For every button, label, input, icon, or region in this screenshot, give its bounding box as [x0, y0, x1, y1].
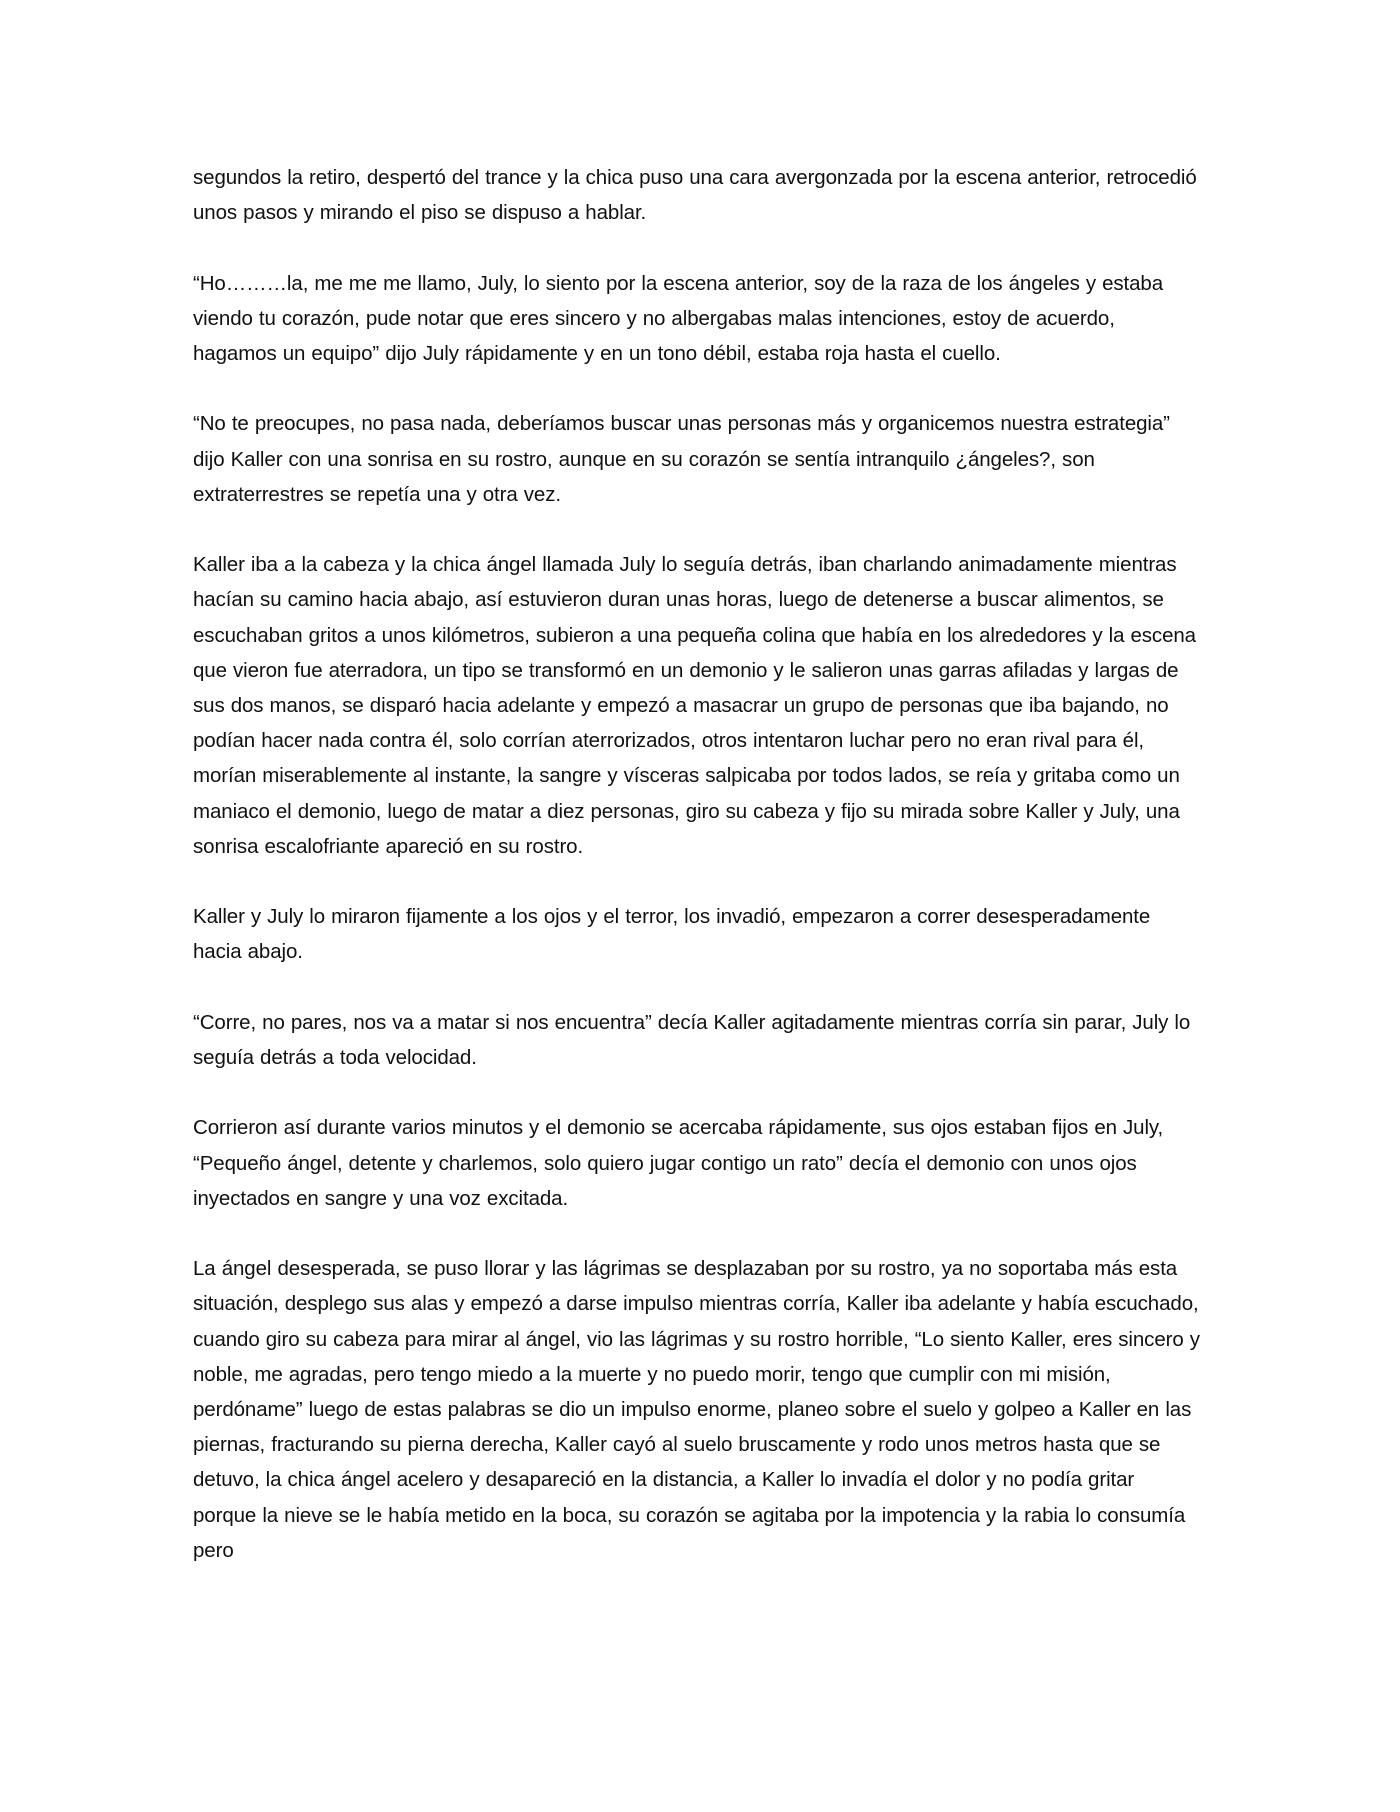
paragraph: Kaller iba a la cabeza y la chica ángel llamada July lo seguía detrás, iban charlando animadamente mientras hacían su camino hacia abajo, así estuvieron duran unas horas, luego de detenerse a buscar alimentos, se escuchaban gritos a unos kilómetros, subieron a una pequeña colina que había en los alrededores y la escena que vieron fue aterradora, un tipo se transformó en un demonio y le salieron unas garras afiladas y largas de sus dos manos, se disparó hacia adelante y empezó a masacrar un grupo de personas que iba bajando, no podían hacer nada contra él, solo corrían aterrorizados, otros intentaron luchar pero no eran rival para él, morían miserablemente al instante, la sangre y vísceras salpicaba por todos lados, se reía y gritaba como un maniaco el demonio, luego de matar a diez personas, giro su cabeza y fijo su mirada sobre Kaller y July, una sonrisa escalofriante apareció en su rostro.	[193, 553, 1196, 858]
document-body	[193, 160, 1203, 1568]
paragraph: segundos la retiro, despertó del trance y la chica puso una cara avergonzada por la escena anterior, retrocedió unos pasos y mirando el piso se dispuso a hablar.	[193, 166, 1197, 225]
paragraph: “Ho………la, me me me llamo, July, lo siento por la escena anterior, soy de la raza de los ángeles y estaba viendo tu corazón, pude notar que eres sincero y no albergabas malas intenciones, estoy de acuerdo, hagamos un equipo” dijo July rápidamente y en un tono débil, estaba roja hasta el cuello.	[193, 271, 1164, 365]
paragraph: Corrieron así durante varios minutos y el demonio se acercaba rápidamente, sus ojos estaban fijos en July, “Pequeño ángel, detente y charlemos, solo quiero jugar contigo un rato” decía el demonio con unos ojos inyectados en sangre y una voz excitada.	[193, 1116, 1164, 1210]
paragraph: “No te preocupes, no pasa nada, deberíamos buscar unas personas más y organicemos nuestra estrategia” dijo Kaller con una sonrisa en su rostro, aunque en su corazón se sentía intranquilo ¿ángeles?, son extraterrestres se repetía una y otra vez.	[193, 412, 1170, 506]
paragraph: “Corre, no pares, nos va a matar si nos encuentra” decía Kaller agitadamente mientras corría sin parar, July lo seguía detrás a toda velocidad.	[193, 1010, 1191, 1069]
paragraph: Kaller y July lo miraron fijamente a los ojos y el terror, los invadió, empezaron a correr desesperadamente hacia abajo.	[193, 905, 1151, 964]
paragraph: La ángel desesperada, se puso llorar y las lágrimas se desplazaban por su rostro, ya no soportaba más esta situación, desplego sus alas y empezó a darse impulso mientras corría, Kaller iba adelante y había escuchado, cuando giro su cabeza para mirar al ángel, vio las lágrimas y su rostro horrible, “Lo siento Kaller, eres sincero y noble, me agradas, pero tengo miedo a la muerte y no puedo morir, tengo que cumplir con mi misión, perdóname” luego de estas palabras se dio un impulso enorme, planeo sobre el suelo y golpeo a Kaller en las piernas, fracturando su pierna derecha, Kaller cayó al suelo bruscamente y rodo unos metros hasta que se detuvo, la chica ángel acelero y desapareció en la distancia, a Kaller lo invadía el dolor y no podía gritar porque la nieve se le había metido en la boca, su corazón se agitaba por la impotencia y la rabia lo consumía pero	[193, 1257, 1200, 1562]
